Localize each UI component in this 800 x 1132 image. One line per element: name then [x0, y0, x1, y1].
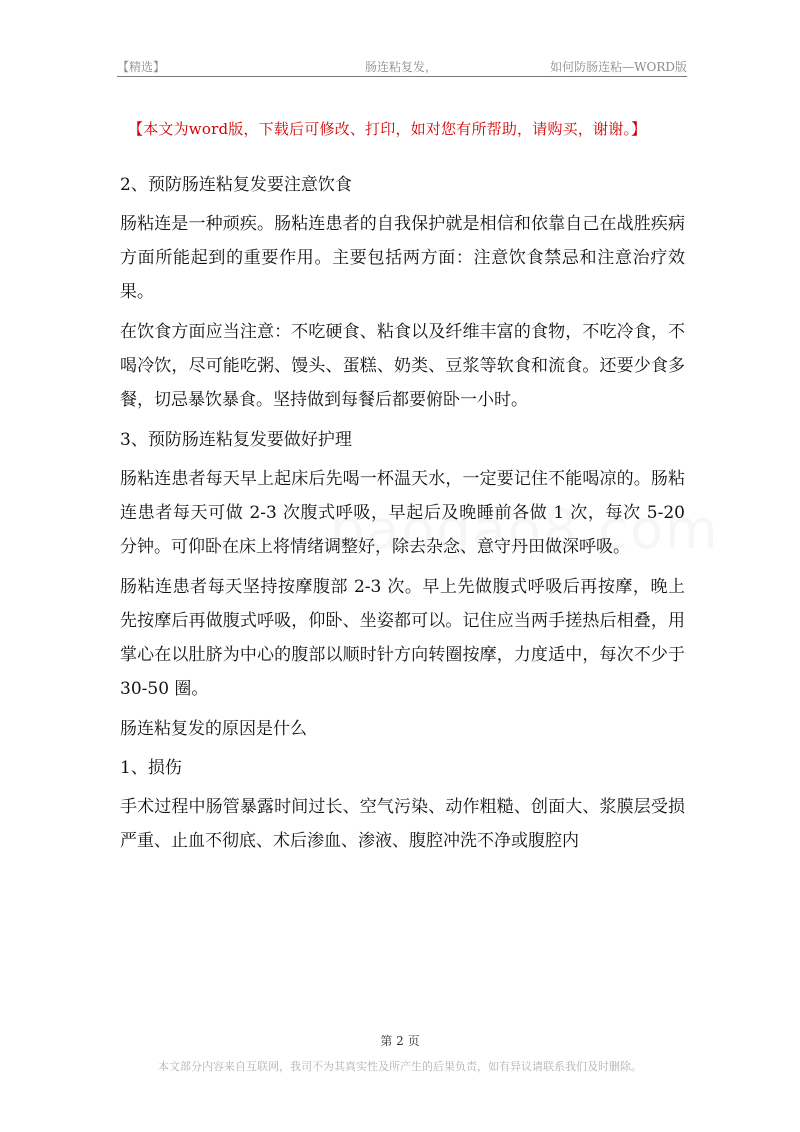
subheading-injury: 1、损伤 [120, 758, 182, 778]
paragraph-massage: 肠粘连患者每天坚持按摩腹部 2-3 次。早上先做腹式呼吸后再按摩，晚上先按摩后再做腹式呼吸，仰卧、坐姿都可以。记住应当两手搓热后相叠，用掌心在以肚脐为中心的腹部以顺时针方向转圈按摩，力度适中，每次不少于 30-50 圈。 [120, 577, 685, 699]
header-left-label: 【精选】 [117, 60, 166, 74]
paragraph-injury: 手术过程中肠管暴露时间过长、空气污染、动作粗糙、创面大、浆膜层受损严重、止血不彻底、术后渗血、渗液、腹腔冲洗不净或腹腔内 [120, 797, 685, 851]
section-heading-diet: 2、预防肠连粘复发要注意饮食 [120, 175, 352, 195]
footer-disclaimer: 本文部分内容来自互联网，我司不为其真实性及所产生的后果负责，如有异议请联系我们及时删除。 [158, 1060, 642, 1073]
paragraph-breathing: 肠粘连患者每天早上起床后先喝一杯温天水，一定要记住不能喝凉的。肠粘连患者每天可做 2-3 次腹式呼吸，早起后及晚睡前各做 1 次，每次 5-20 分钟。可仰卧在床上将情绪调整好，除去杂念、意守丹田做深呼吸。 [120, 469, 685, 557]
header-divider [117, 76, 687, 77]
header-right-label: 如何防肠连粘—WORD版 [550, 60, 687, 74]
document-body [120, 168, 685, 864]
section-heading-causes: 肠连粘复发的原因是什么 [120, 719, 307, 739]
header-title: 肠连粘复发， [365, 60, 438, 74]
page-number: 第 2 页 [380, 1034, 420, 1048]
word-version-notice: 【本文为word版，下载后可修改、打印，如对您有所帮助，请购买，谢谢。】 [128, 120, 647, 138]
section-heading-care: 3、预防肠连粘复发要做好护理 [120, 430, 352, 450]
paragraph-diet: 在饮食方面应当注意：不吃硬食、粘食以及纤维丰富的食物，不吃冷食，不喝冷饮，尽可能吃粥、馒头、蛋糕、奶类、豆浆等软食和流食。还要少食多餐，切忌暴饮暴食。坚持做到每餐后都要俯卧一小时。 [120, 322, 685, 410]
page-header [117, 56, 687, 76]
paragraph-intro: 肠粘连是一种顽疾。肠粘连患者的自我保护就是相信和依靠自己在战胜疾病方面所能起到的重要作用。主要包括两方面：注意饮食禁忌和注意治疗效果。 [120, 214, 685, 302]
